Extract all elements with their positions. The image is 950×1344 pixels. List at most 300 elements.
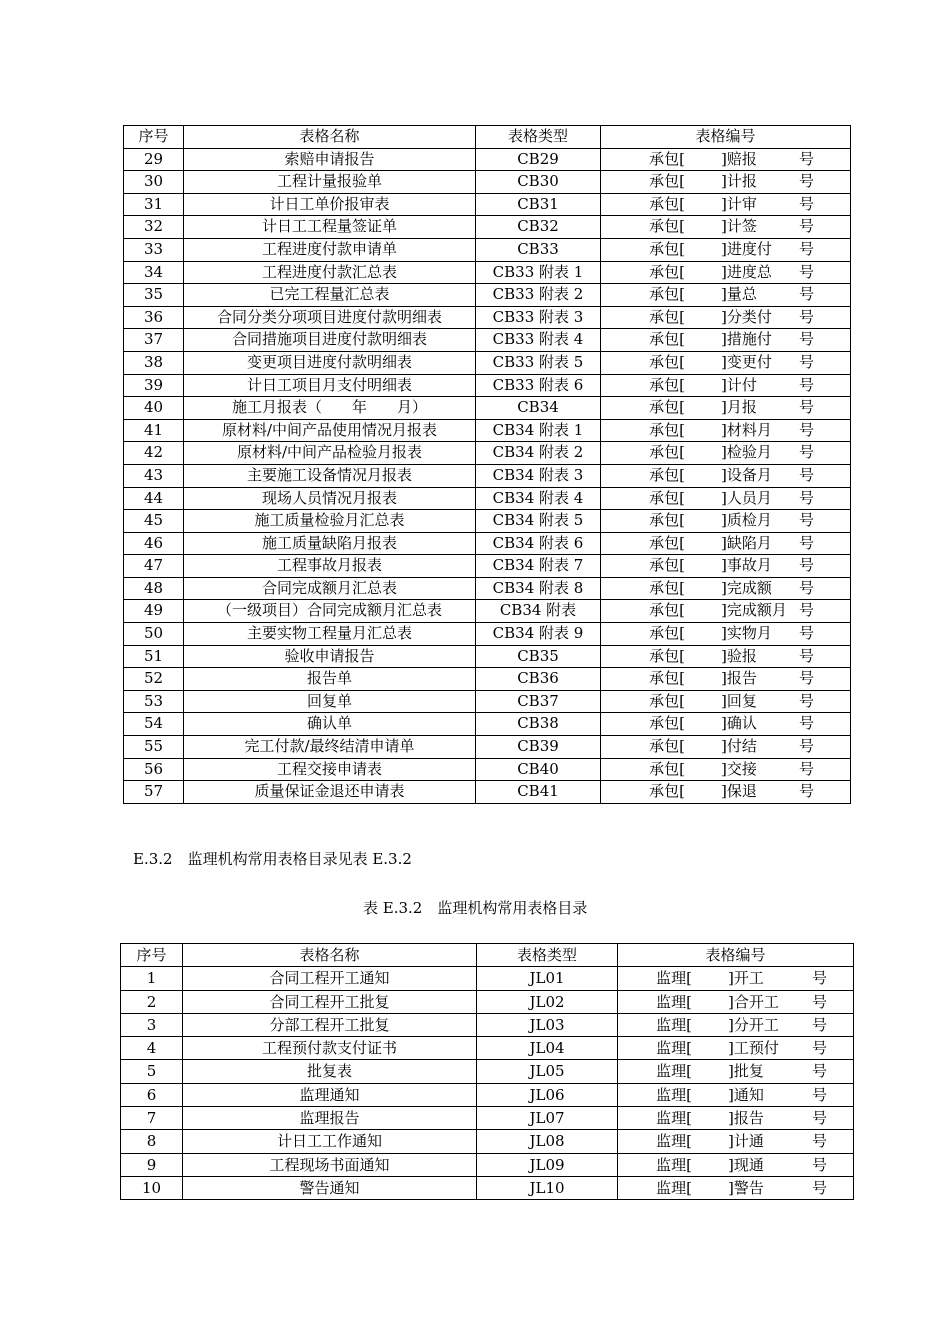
- table-row: [124, 577, 851, 600]
- cell-form-name: 索赔申请报告: [184, 148, 476, 171]
- code-number-mark: 号: [799, 330, 815, 349]
- cell-form-name: 验收申请报告: [184, 645, 476, 668]
- table-row: [124, 623, 851, 646]
- code-suffix: ]保退: [721, 782, 757, 801]
- code-suffix: ]回复: [721, 691, 757, 710]
- cell-form-code: [618, 967, 854, 990]
- code-number-mark: 号: [799, 556, 815, 575]
- cell-seq: 45: [124, 510, 184, 533]
- cell-seq: 2: [121, 990, 183, 1013]
- cell-seq: 30: [124, 171, 184, 194]
- cell-form-type: CB29: [476, 148, 601, 171]
- cell-form-code: [601, 261, 851, 284]
- code-suffix: ]实物月: [721, 624, 772, 643]
- cell-form-type: CB34 附表 4: [476, 487, 601, 510]
- cell-seq: 8: [121, 1130, 183, 1153]
- code-number-mark: 号: [799, 646, 815, 665]
- code-prefix: 承包[: [649, 737, 685, 756]
- cell-form-code: [618, 1153, 854, 1176]
- cell-form-code: [601, 442, 851, 465]
- table-body: [124, 148, 851, 803]
- cell-seq: 37: [124, 329, 184, 352]
- table-row: [124, 171, 851, 194]
- code-prefix: 承包[: [649, 239, 685, 258]
- cell-form-name: 合同工程开工批复: [183, 990, 477, 1013]
- code-suffix: ]材料月: [721, 420, 772, 439]
- cell-form-type: JL05: [477, 1060, 618, 1083]
- table-row: [124, 736, 851, 759]
- cell-form-type: CB37: [476, 690, 601, 713]
- code-number-mark: 号: [812, 1015, 828, 1034]
- code-number-mark: 号: [812, 1132, 828, 1151]
- cell-form-type: JL03: [477, 1013, 618, 1036]
- cell-form-name: 原材料/中间产品检验月报表: [184, 442, 476, 465]
- code-number-mark: 号: [799, 511, 815, 530]
- code-prefix: 承包[: [649, 511, 685, 530]
- cell-form-code: [601, 690, 851, 713]
- cell-form-code: [601, 487, 851, 510]
- table-row: [124, 306, 851, 329]
- table-row: [121, 1130, 854, 1153]
- code-prefix: 监理[: [656, 1178, 692, 1197]
- cell-form-code: [618, 1107, 854, 1130]
- header-form-name: 表格名称: [183, 944, 477, 967]
- table-row: [124, 238, 851, 261]
- table-row: [124, 487, 851, 510]
- cell-form-type: CB34: [476, 397, 601, 420]
- cell-form-code: [601, 781, 851, 804]
- cell-form-type: CB41: [476, 781, 601, 804]
- cell-form-name: 计日工项目月支付明细表: [184, 374, 476, 397]
- cell-form-name: 批复表: [183, 1060, 477, 1083]
- code-prefix: 承包[: [649, 149, 685, 168]
- cell-seq: 10: [121, 1176, 183, 1199]
- cell-seq: 53: [124, 690, 184, 713]
- code-prefix: 承包[: [649, 420, 685, 439]
- code-number-mark: 号: [799, 352, 815, 371]
- cell-form-code: [601, 171, 851, 194]
- code-suffix: ]进度付: [721, 239, 772, 258]
- cell-seq: 6: [121, 1083, 183, 1106]
- cell-form-code: [601, 577, 851, 600]
- table-row: [124, 148, 851, 171]
- cell-form-type: CB34 附表 7: [476, 555, 601, 578]
- table-row: [124, 758, 851, 781]
- code-prefix: 监理[: [656, 1155, 692, 1174]
- header-form-code: 表格编号: [601, 126, 851, 149]
- cell-form-code: [601, 645, 851, 668]
- code-number-mark: 号: [799, 307, 815, 326]
- cell-form-name: 完工付款/最终结清申请单: [184, 736, 476, 759]
- table-row: [121, 990, 854, 1013]
- code-prefix: 承包[: [649, 285, 685, 304]
- cell-form-code: [618, 1083, 854, 1106]
- cell-form-code: [601, 713, 851, 736]
- cell-form-type: CB38: [476, 713, 601, 736]
- table-body: [121, 967, 854, 1200]
- code-number-mark: 号: [799, 217, 815, 236]
- table-row: [121, 1176, 854, 1199]
- cell-form-name: 施工月报表（ 年 月）: [184, 397, 476, 420]
- code-number-mark: 号: [812, 1085, 828, 1104]
- cell-form-code: [601, 374, 851, 397]
- cell-form-name: 报告单: [184, 668, 476, 691]
- cell-form-code: [601, 306, 851, 329]
- code-prefix: 承包[: [649, 782, 685, 801]
- cell-form-code: [601, 193, 851, 216]
- code-number-mark: 号: [812, 992, 828, 1011]
- contractor-forms-table: [123, 125, 851, 804]
- cell-form-code: [618, 1037, 854, 1060]
- cell-form-name: 合同完成额月汇总表: [184, 577, 476, 600]
- code-number-mark: 号: [799, 533, 815, 552]
- code-number-mark: 号: [812, 1039, 828, 1058]
- cell-form-name: 计日工单价报审表: [184, 193, 476, 216]
- cell-form-name: 确认单: [184, 713, 476, 736]
- cell-form-type: JL09: [477, 1153, 618, 1176]
- cell-seq: 40: [124, 397, 184, 420]
- code-number-mark: 号: [799, 398, 815, 417]
- code-prefix: 监理[: [656, 992, 692, 1011]
- cell-form-name: 工程进度付款申请单: [184, 238, 476, 261]
- cell-seq: 34: [124, 261, 184, 284]
- code-prefix: 承包[: [649, 375, 685, 394]
- cell-form-name: 分部工程开工批复: [183, 1013, 477, 1036]
- table-row: [121, 1013, 854, 1036]
- table-row: [124, 713, 851, 736]
- cell-form-type: CB31: [476, 193, 601, 216]
- code-prefix: 承包[: [649, 691, 685, 710]
- cell-form-type: CB34 附表: [476, 600, 601, 623]
- code-prefix: 承包[: [649, 398, 685, 417]
- cell-form-name: 主要实物工程量月汇总表: [184, 623, 476, 646]
- cell-form-code: [601, 555, 851, 578]
- cell-form-type: JL01: [477, 967, 618, 990]
- table-row: [124, 419, 851, 442]
- table-row: [124, 284, 851, 307]
- code-prefix: 承包[: [649, 759, 685, 778]
- table-row: [121, 1060, 854, 1083]
- cell-seq: 44: [124, 487, 184, 510]
- table-row: [124, 690, 851, 713]
- code-suffix: ]月报: [721, 398, 757, 417]
- code-suffix: ]措施付: [721, 330, 772, 349]
- code-number-mark: 号: [799, 578, 815, 597]
- cell-form-code: [601, 758, 851, 781]
- code-suffix: ]变更付: [721, 352, 772, 371]
- cell-form-code: [601, 736, 851, 759]
- code-suffix: ]完成额: [721, 578, 772, 597]
- cell-form-code: [601, 510, 851, 533]
- code-prefix: 承包[: [649, 262, 685, 281]
- cell-form-code: [618, 1130, 854, 1153]
- cell-seq: 51: [124, 645, 184, 668]
- code-number-mark: 号: [799, 465, 815, 484]
- code-number-mark: 号: [812, 1155, 828, 1174]
- cell-seq: 38: [124, 351, 184, 374]
- cell-seq: 54: [124, 713, 184, 736]
- code-prefix: 承包[: [649, 217, 685, 236]
- cell-form-code: [601, 668, 851, 691]
- code-number-mark: 号: [799, 624, 815, 643]
- code-suffix: ]质检月: [721, 511, 772, 530]
- cell-form-code: [601, 600, 851, 623]
- code-suffix: ]确认: [721, 714, 757, 733]
- code-suffix: ]计通: [728, 1132, 764, 1151]
- code-prefix: 承包[: [649, 307, 685, 326]
- cell-form-name: 原材料/中间产品使用情况月报表: [184, 419, 476, 442]
- cell-form-name: 计日工工作通知: [183, 1130, 477, 1153]
- code-suffix: ]事故月: [721, 556, 772, 575]
- cell-form-type: JL10: [477, 1176, 618, 1199]
- cell-form-type: CB34 附表 8: [476, 577, 601, 600]
- cell-seq: 56: [124, 758, 184, 781]
- cell-form-name: （一级项目）合同完成额月汇总表: [184, 600, 476, 623]
- code-prefix: 监理[: [656, 1109, 692, 1128]
- code-suffix: ]报告: [728, 1109, 764, 1128]
- cell-seq: 7: [121, 1107, 183, 1130]
- code-prefix: 承包[: [649, 194, 685, 213]
- code-suffix: ]报告: [721, 669, 757, 688]
- cell-form-name: 施工质量缺陷月报表: [184, 532, 476, 555]
- table-row: [121, 1153, 854, 1176]
- cell-form-type: JL02: [477, 990, 618, 1013]
- code-number-mark: 号: [812, 1062, 828, 1081]
- table-row: [124, 397, 851, 420]
- cell-seq: 47: [124, 555, 184, 578]
- supervision-forms-table: [120, 943, 854, 1200]
- code-suffix: ]交接: [721, 759, 757, 778]
- code-suffix: ]合开工: [728, 992, 779, 1011]
- table-row: [121, 1037, 854, 1060]
- table-row: [124, 442, 851, 465]
- table-row: [124, 645, 851, 668]
- cell-seq: 41: [124, 419, 184, 442]
- code-suffix: ]人员月: [721, 488, 772, 507]
- table-row: [124, 532, 851, 555]
- table-row: [124, 555, 851, 578]
- cell-form-type: CB34 附表 3: [476, 464, 601, 487]
- code-suffix: ]批复: [728, 1062, 764, 1081]
- code-number-mark: 号: [812, 969, 828, 988]
- code-prefix: 承包[: [649, 443, 685, 462]
- code-number-mark: 号: [799, 737, 815, 756]
- cell-form-type: CB33 附表 6: [476, 374, 601, 397]
- header-form-code: 表格编号: [618, 944, 854, 967]
- cell-form-type: CB35: [476, 645, 601, 668]
- code-prefix: 承包[: [649, 601, 685, 620]
- cell-form-code: [601, 148, 851, 171]
- code-prefix: 承包[: [649, 533, 685, 552]
- cell-seq: 3: [121, 1013, 183, 1036]
- cell-form-name: 施工质量检验月汇总表: [184, 510, 476, 533]
- cell-form-type: CB34 附表 6: [476, 532, 601, 555]
- code-number-mark: 号: [799, 149, 815, 168]
- cell-form-type: CB40: [476, 758, 601, 781]
- cell-seq: 50: [124, 623, 184, 646]
- table-row: [124, 781, 851, 804]
- code-suffix: ]进度总: [721, 262, 772, 281]
- code-number-mark: 号: [799, 601, 815, 620]
- cell-form-code: [601, 284, 851, 307]
- cell-seq: 55: [124, 736, 184, 759]
- code-suffix: ]计付: [721, 375, 757, 394]
- cell-form-name: 工程交接申请表: [184, 758, 476, 781]
- cell-form-name: 合同工程开工通知: [183, 967, 477, 990]
- code-suffix: ]工预付: [728, 1039, 779, 1058]
- code-number-mark: 号: [799, 488, 815, 507]
- cell-seq: 33: [124, 238, 184, 261]
- table-row: [121, 1083, 854, 1106]
- code-suffix: ]量总: [721, 285, 757, 304]
- cell-seq: 29: [124, 148, 184, 171]
- cell-form-type: CB32: [476, 216, 601, 239]
- cell-form-type: CB33 附表 3: [476, 306, 601, 329]
- header-form-type: 表格类型: [477, 944, 618, 967]
- cell-seq: 1: [121, 967, 183, 990]
- cell-form-name: 工程现场书面通知: [183, 1153, 477, 1176]
- code-prefix: 监理[: [656, 1132, 692, 1151]
- code-prefix: 监理[: [656, 1039, 692, 1058]
- code-number-mark: 号: [799, 669, 815, 688]
- code-suffix: ]检验月: [721, 443, 772, 462]
- cell-form-type: CB34 附表 5: [476, 510, 601, 533]
- cell-form-name: 工程预付款支付证书: [183, 1037, 477, 1060]
- cell-form-name: 合同分类分项项目进度付款明细表: [184, 306, 476, 329]
- cell-form-code: [601, 216, 851, 239]
- cell-form-code: [618, 990, 854, 1013]
- header-seq: 序号: [121, 944, 183, 967]
- code-prefix: 监理[: [656, 1085, 692, 1104]
- code-number-mark: 号: [799, 239, 815, 258]
- cell-form-type: CB33 附表 4: [476, 329, 601, 352]
- code-number-mark: 号: [799, 714, 815, 733]
- code-suffix: ]计审: [721, 194, 757, 213]
- code-prefix: 承包[: [649, 669, 685, 688]
- code-number-mark: 号: [799, 443, 815, 462]
- cell-form-type: CB33: [476, 238, 601, 261]
- cell-form-code: [601, 464, 851, 487]
- cell-seq: 35: [124, 284, 184, 307]
- cell-seq: 57: [124, 781, 184, 804]
- table-row: [121, 1107, 854, 1130]
- code-suffix: ]通知: [728, 1085, 764, 1104]
- cell-form-name: 回复单: [184, 690, 476, 713]
- code-prefix: 承包[: [649, 172, 685, 191]
- cell-seq: 5: [121, 1060, 183, 1083]
- code-prefix: 承包[: [649, 714, 685, 733]
- table-row: [124, 374, 851, 397]
- code-prefix: 承包[: [649, 578, 685, 597]
- cell-form-name: 主要施工设备情况月报表: [184, 464, 476, 487]
- code-suffix: ]计报: [721, 172, 757, 191]
- cell-seq: 48: [124, 577, 184, 600]
- cell-form-code: [601, 419, 851, 442]
- cell-form-type: CB34 附表 2: [476, 442, 601, 465]
- cell-form-type: CB30: [476, 171, 601, 194]
- code-suffix: ]警告: [728, 1178, 764, 1197]
- cell-form-type: CB33 附表 2: [476, 284, 601, 307]
- code-suffix: ]设备月: [721, 465, 772, 484]
- cell-form-name: 现场人员情况月报表: [184, 487, 476, 510]
- cell-form-code: [601, 623, 851, 646]
- cell-form-type: JL06: [477, 1083, 618, 1106]
- code-suffix: ]分类付: [721, 307, 772, 326]
- code-number-mark: 号: [799, 759, 815, 778]
- cell-form-name: 变更项目进度付款明细表: [184, 351, 476, 374]
- cell-seq: 42: [124, 442, 184, 465]
- table-caption: 表 E.3.2 监理机构常用表格目录: [363, 899, 588, 917]
- table-row: [124, 329, 851, 352]
- code-suffix: ]验报: [721, 646, 757, 665]
- cell-form-code: [601, 351, 851, 374]
- code-number-mark: 号: [799, 194, 815, 213]
- code-suffix: ]开工: [728, 969, 764, 988]
- code-number-mark: 号: [812, 1178, 828, 1197]
- cell-form-name: 质量保证金退还申请表: [184, 781, 476, 804]
- table-row: [121, 967, 854, 990]
- cell-form-type: CB33 附表 1: [476, 261, 601, 284]
- code-suffix: ]完成额月: [721, 601, 787, 620]
- cell-form-code: [618, 1013, 854, 1036]
- code-suffix: ]分开工: [728, 1015, 779, 1034]
- cell-form-type: CB34 附表 1: [476, 419, 601, 442]
- cell-form-name: 合同措施项目进度付款明细表: [184, 329, 476, 352]
- table-header-row: [124, 126, 851, 149]
- code-prefix: 监理[: [656, 969, 692, 988]
- cell-seq: 9: [121, 1153, 183, 1176]
- code-number-mark: 号: [799, 420, 815, 439]
- table-row: [124, 261, 851, 284]
- code-prefix: 监理[: [656, 1015, 692, 1034]
- code-suffix: ]现通: [728, 1155, 764, 1174]
- code-suffix: ]赔报: [721, 149, 757, 168]
- cell-form-type: CB34 附表 9: [476, 623, 601, 646]
- cell-seq: 46: [124, 532, 184, 555]
- cell-form-code: [618, 1060, 854, 1083]
- table-header-row: [121, 944, 854, 967]
- cell-form-type: CB33 附表 5: [476, 351, 601, 374]
- code-prefix: 承包[: [649, 646, 685, 665]
- code-prefix: 承包[: [649, 465, 685, 484]
- code-prefix: 承包[: [649, 352, 685, 371]
- table-row: [124, 510, 851, 533]
- cell-seq: 32: [124, 216, 184, 239]
- cell-form-name: 工程计量报验单: [184, 171, 476, 194]
- code-suffix: ]付结: [721, 737, 757, 756]
- code-suffix: ]缺陷月: [721, 533, 772, 552]
- table-row: [124, 216, 851, 239]
- cell-seq: 49: [124, 600, 184, 623]
- cell-form-name: 计日工工程量签证单: [184, 216, 476, 239]
- code-prefix: 承包[: [649, 624, 685, 643]
- code-number-mark: 号: [799, 782, 815, 801]
- code-suffix: ]计签: [721, 217, 757, 236]
- cell-form-code: [601, 532, 851, 555]
- code-number-mark: 号: [799, 691, 815, 710]
- cell-form-type: CB39: [476, 736, 601, 759]
- code-prefix: 承包[: [649, 488, 685, 507]
- code-number-mark: 号: [799, 375, 815, 394]
- cell-form-type: JL08: [477, 1130, 618, 1153]
- header-seq: 序号: [124, 126, 184, 149]
- code-number-mark: 号: [799, 285, 815, 304]
- header-form-name: 表格名称: [184, 126, 476, 149]
- cell-form-code: [601, 329, 851, 352]
- table-row: [124, 464, 851, 487]
- cell-form-name: 工程事故月报表: [184, 555, 476, 578]
- code-number-mark: 号: [799, 172, 815, 191]
